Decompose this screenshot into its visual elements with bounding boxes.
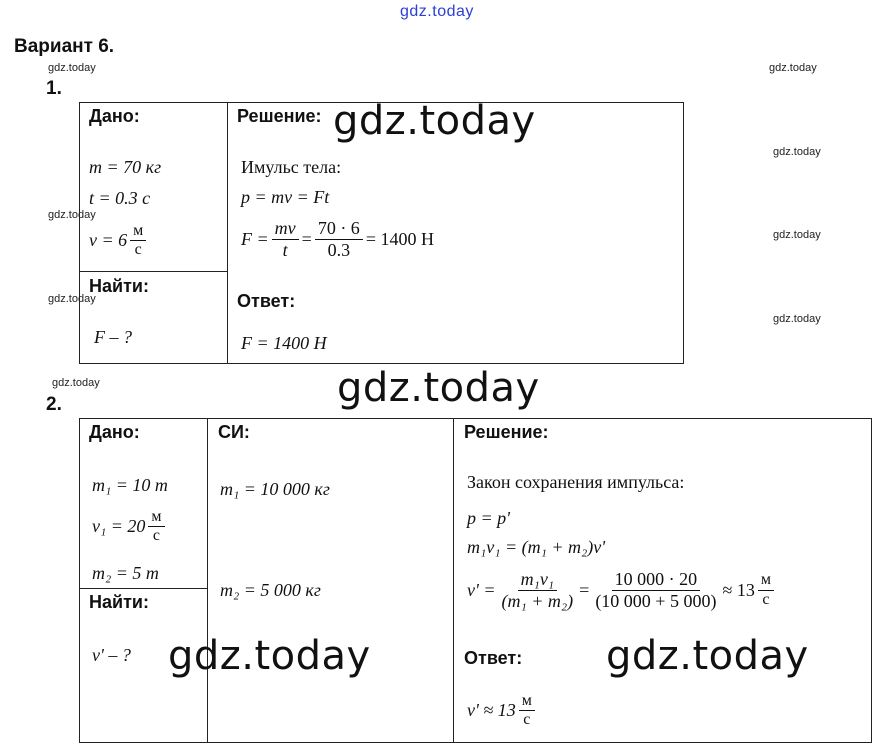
variant-title: Вариант 6. bbox=[14, 36, 115, 57]
unit-numerator: м bbox=[130, 222, 146, 241]
watermark-small: gdz.today bbox=[48, 209, 96, 221]
solution-formula: m₁v₁ = (m₁ + m₂)v' bbox=[467, 537, 606, 557]
given-velocity1 bbox=[92, 508, 168, 546]
answer-unit bbox=[519, 692, 535, 730]
si-mass2: m₂ = 5 000 кг bbox=[220, 580, 321, 600]
find-quantity: v' – ? bbox=[92, 645, 131, 665]
answer-value bbox=[467, 692, 538, 730]
unit-denominator: с bbox=[762, 590, 770, 608]
velocity-value: v₁ = 20 bbox=[92, 516, 146, 537]
watermark-top: gdz.today bbox=[400, 3, 474, 20]
solution-formula: p = mv = Ft bbox=[241, 187, 330, 207]
fraction bbox=[272, 218, 299, 260]
row-divider bbox=[79, 271, 227, 272]
formula-left: F = bbox=[241, 228, 269, 249]
column-divider bbox=[453, 418, 454, 742]
task-number: 2. bbox=[46, 394, 62, 415]
velocity-formula bbox=[467, 569, 777, 611]
given-velocity bbox=[89, 222, 149, 260]
fraction bbox=[592, 569, 719, 611]
denominator: 0.3 bbox=[327, 239, 351, 260]
unit-numerator: м bbox=[519, 692, 535, 711]
answer-label: Ответ: bbox=[237, 291, 296, 311]
watermark-small: gdz.today bbox=[48, 62, 96, 74]
find-label: Найти: bbox=[89, 592, 149, 612]
fraction bbox=[499, 569, 577, 611]
formula-left: v' = bbox=[467, 579, 496, 600]
column-divider bbox=[207, 418, 208, 742]
solution-label: Решение: bbox=[464, 422, 549, 442]
velocity-unit bbox=[148, 508, 164, 546]
solution-formula: p = p' bbox=[467, 508, 510, 528]
numerator: m₁v₁ bbox=[518, 569, 558, 591]
answer-number: v' ≈ 13 bbox=[467, 700, 516, 721]
answer-label: Ответ: bbox=[464, 648, 523, 668]
given-mass: m = 70 кг bbox=[89, 157, 162, 177]
denominator: t bbox=[282, 239, 288, 260]
unit-denominator: с bbox=[134, 241, 142, 259]
velocity-value: v = 6 bbox=[89, 230, 128, 251]
watermark-large: gdz.today bbox=[168, 633, 371, 679]
solution-line: Закон сохранения импульса: bbox=[467, 472, 685, 492]
numerator: mv bbox=[272, 218, 299, 240]
watermark-small: gdz.today bbox=[48, 293, 96, 305]
given-mass1: m₁ = 10 т bbox=[92, 475, 168, 495]
result: = 1400 Н bbox=[365, 228, 434, 249]
column-divider bbox=[227, 102, 228, 363]
numerator: 70 · 6 bbox=[315, 218, 363, 240]
watermark-small: gdz.today bbox=[769, 62, 817, 74]
task-number: 1. bbox=[46, 78, 62, 99]
result: ≈ 13 bbox=[722, 579, 755, 600]
watermark-small: gdz.today bbox=[773, 313, 821, 325]
unit-numerator: м bbox=[758, 571, 774, 590]
find-quantity: F – ? bbox=[94, 327, 132, 347]
denominator: (m₁ + m₂) bbox=[501, 590, 574, 611]
given-time: t = 0.3 с bbox=[89, 188, 151, 208]
si-label: СИ: bbox=[218, 422, 250, 442]
unit-denominator: с bbox=[523, 711, 531, 729]
watermark-large: gdz.today bbox=[606, 633, 809, 679]
si-mass1: m₁ = 10 000 кг bbox=[220, 479, 330, 499]
row-divider bbox=[79, 588, 207, 589]
result-unit bbox=[758, 571, 774, 609]
watermark-large: gdz.today bbox=[333, 98, 536, 144]
watermark-small: gdz.today bbox=[773, 229, 821, 241]
unit-denominator: с bbox=[152, 527, 161, 545]
equals: = bbox=[301, 228, 312, 249]
watermark-large: gdz.today bbox=[337, 365, 540, 411]
watermark-small: gdz.today bbox=[773, 146, 821, 158]
unit-numerator: м bbox=[148, 508, 164, 527]
solution-label: Решение: bbox=[237, 106, 322, 126]
equals: = bbox=[579, 579, 590, 600]
given-label: Дано: bbox=[89, 106, 140, 126]
denominator: (10 000 + 5 000) bbox=[595, 590, 717, 611]
given-mass2: m₂ = 5 т bbox=[92, 563, 159, 583]
given-label: Дано: bbox=[89, 422, 140, 442]
force-formula bbox=[241, 218, 434, 260]
solution-line: Имульс тела: bbox=[241, 157, 342, 177]
numerator: 10 000 · 20 bbox=[612, 569, 701, 591]
fraction bbox=[315, 218, 363, 260]
velocity-unit bbox=[130, 222, 146, 260]
find-label: Найти: bbox=[89, 276, 149, 296]
watermark-small: gdz.today bbox=[52, 377, 100, 389]
answer-value: F = 1400 Н bbox=[241, 333, 327, 353]
